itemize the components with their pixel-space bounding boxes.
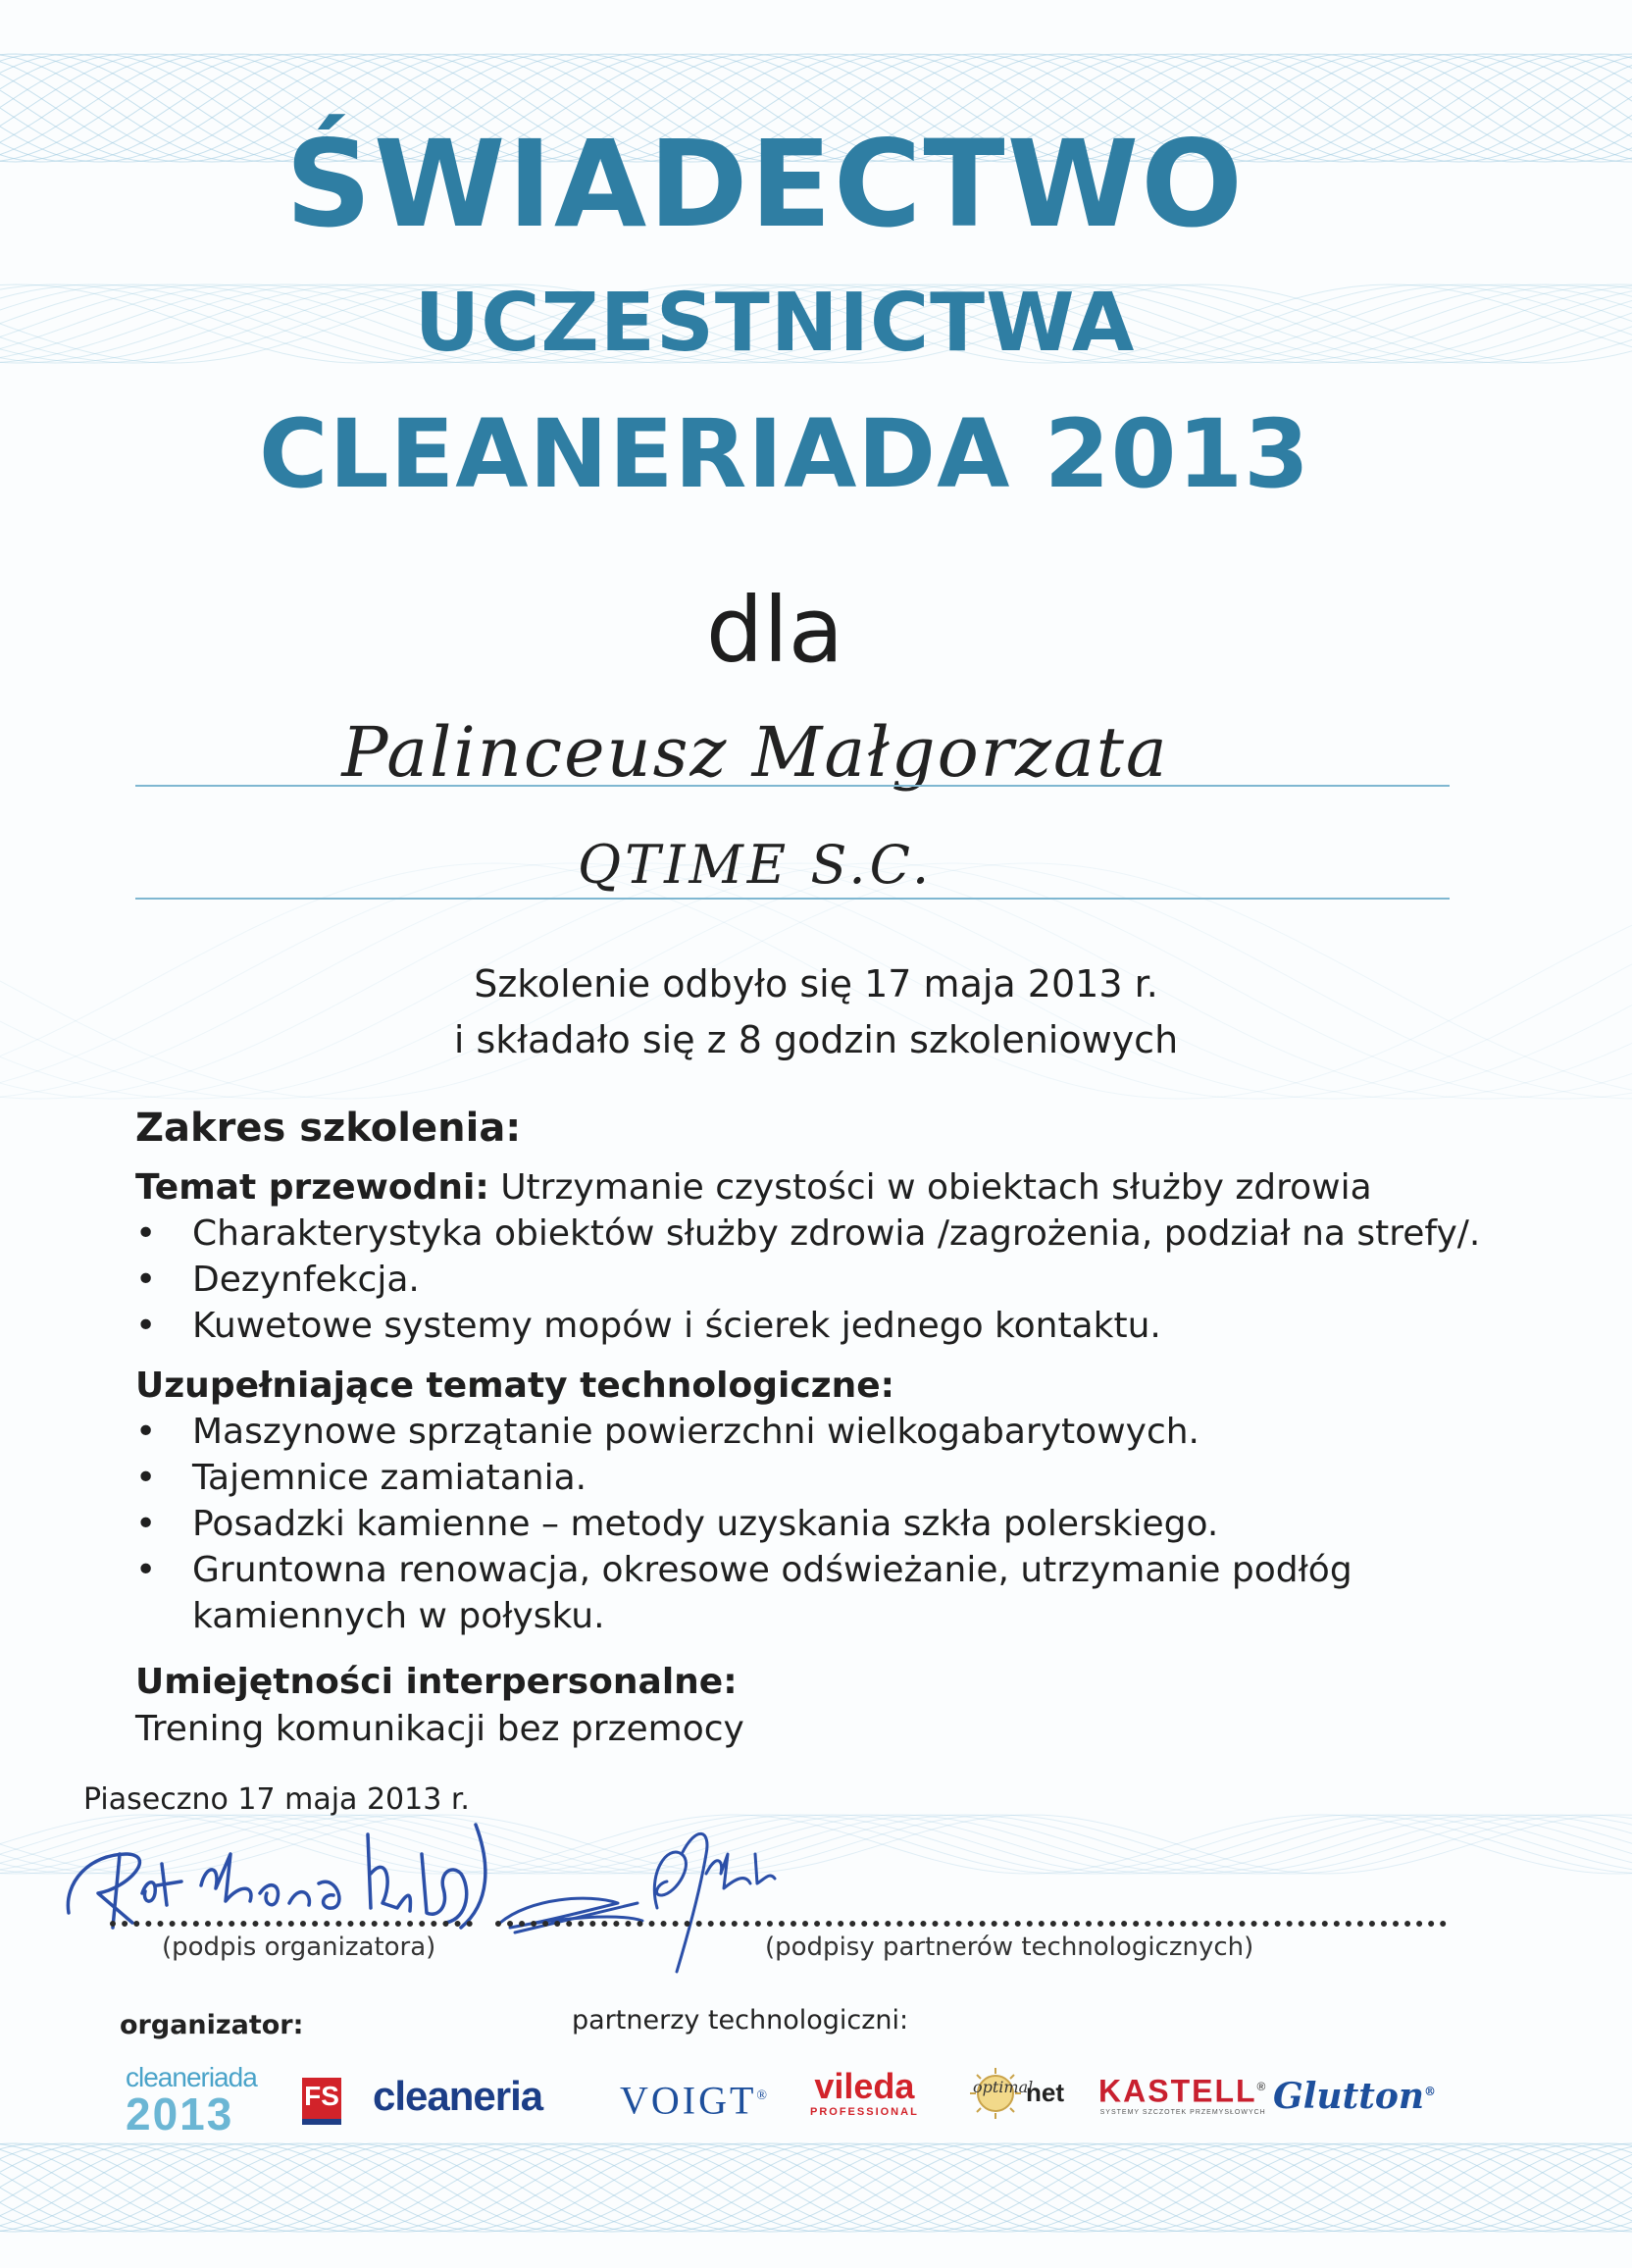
voigt-logo-text: VOIGT (620, 2078, 757, 2123)
voigt-logo (620, 2074, 770, 2123)
net-text: net (1026, 2078, 1064, 2107)
list-item-continuation: kamiennych w połysku. (192, 1596, 605, 1636)
bullet: • (135, 1260, 157, 1300)
main-topic-text: Utrzymanie czystości w obiektach służby zdrowia (488, 1167, 1372, 1208)
participant-company: QTIME S.C. (577, 834, 934, 896)
bullet: • (135, 1412, 157, 1452)
vileda-logo (810, 2068, 919, 2119)
bullet: • (135, 1306, 157, 1346)
glutton-logo-text: Glutton (1273, 2076, 1425, 2117)
organizer-signature-line (110, 1921, 473, 1927)
title-cleaneriada-2013: CLEANERIADA 2013 (259, 399, 1310, 509)
list-item (135, 1548, 1352, 1593)
organizer-signature (59, 1795, 510, 1933)
vileda-logo-text: vileda (814, 2066, 915, 2106)
kastell-subtitle: SYSTEMY SZCZOTEK PRZEMYSŁOWYCH (1099, 2108, 1266, 2116)
list-item (135, 1410, 1199, 1455)
title-uczestnictwa: UCZESTNICTWA (414, 277, 1136, 370)
main-topic-line (135, 1165, 1372, 1211)
voigt-registered-mark: ® (756, 2088, 771, 2103)
participant-name: Palinceusz Małgorzata (341, 712, 1169, 793)
list-item-text: Dezynfekcja. (192, 1260, 420, 1300)
list-item (135, 1456, 586, 1501)
fs-logo: FS (302, 2078, 341, 2125)
cleaneriada-logo-year: 2013 (126, 2088, 234, 2139)
kastell-name: KASTELL (1098, 2073, 1257, 2109)
partners-caption: (podpisy partnerów technologicznych) (765, 1933, 1254, 1962)
tech-topics-label: Uzupełniające tematy technologiczne: (135, 1366, 895, 1406)
glutton-registered-mark: ® (1424, 2085, 1437, 2098)
interpersonal-label: Umiejętności interpersonalne: (135, 1662, 738, 1702)
list-item (135, 1502, 1218, 1547)
training-date-line: Szkolenie odbyło się 17 maja 2013 r. (474, 962, 1158, 1005)
bullet: • (135, 1504, 157, 1544)
cleaneriada-logo-text: cleaneriada (126, 2062, 257, 2092)
organizer-caption: (podpis organizatora) (162, 1933, 436, 1962)
training-hours-line: i składało się z 8 godzin szkoleniowych (453, 1018, 1179, 1061)
list-item-text: Tajemnice zamiatania. (192, 1458, 587, 1498)
scope-heading: Zakres szkolenia: (135, 1106, 522, 1151)
list-item-text: Posadzki kamienne – metody uzyskania szkła polerskiego. (192, 1504, 1219, 1544)
list-item (135, 1211, 1480, 1257)
kastell-logo-text (1098, 2070, 1267, 2108)
bullet: • (135, 1213, 157, 1254)
place-date: Piaseczno 17 maja 2013 r. (83, 1782, 470, 1817)
vileda-professional-text: PROFESSIONAL (810, 2106, 919, 2118)
list-item-text: Charakterystyka obiektów służby zdrowia /zagrożenia, podział na strefy/. (192, 1213, 1481, 1254)
kastell-registered-mark: ® (1256, 2080, 1268, 2093)
title-swiadectwo: ŚWIADECTWO (285, 115, 1245, 254)
optimal-text: optimal (973, 2078, 1034, 2096)
list-item-text: Maszynowe sprzątanie powierzchni wielkogabarytowych. (192, 1412, 1200, 1452)
list-item (135, 1304, 1161, 1349)
cleaneriada-2013-logo (126, 2064, 263, 2137)
kastell-logo (1098, 2070, 1267, 2118)
list-item-text: Kuwetowe systemy mopów i ścierek jednego kontaktu. (192, 1306, 1161, 1346)
bullet: • (135, 1458, 157, 1498)
for-word: dla (705, 578, 844, 683)
main-topic-label: Temat przewodni: (135, 1167, 489, 1208)
optimal-net-logo (961, 2064, 1069, 2123)
partners-signature-line (495, 1921, 1447, 1927)
organizer-label: organizator: (120, 2010, 304, 2040)
bullet: • (135, 1550, 157, 1590)
cleaneria-logo: cleaneria (373, 2073, 543, 2119)
name-rule (135, 785, 1450, 787)
glutton-logo (1273, 2070, 1436, 2118)
list-item (135, 1258, 420, 1303)
company-rule (135, 898, 1450, 900)
partners-label: partnerzy technologiczni: (572, 2005, 909, 2036)
list-item-text: Gruntowna renowacja, okresowe odświeżanie, utrzymanie podłóg (192, 1550, 1352, 1590)
interpersonal-text: Trening komunikacji bez przemocy (135, 1709, 744, 1749)
